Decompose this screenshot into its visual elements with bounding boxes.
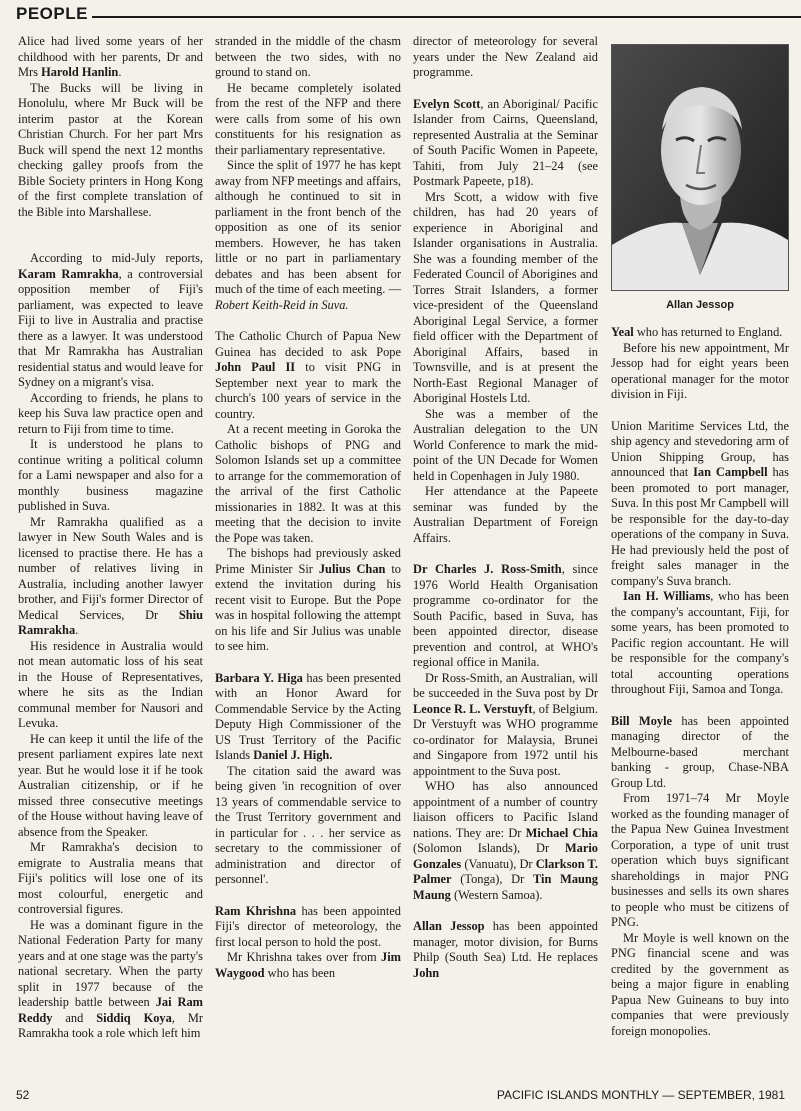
paragraph: He became completely isolated from the rest of the NFP and there were calls from some of his own constituents for his resignation as their parliamentary representative. — [215, 80, 401, 157]
paragraph: According to friends, he plans to keep his Suva law practice open and return to Fiji from time to time. — [18, 390, 203, 436]
paragraph: WHO has also announced appointment of a number of country liaison officers to Pacific Island nations. They are: Dr Michael Chia (Solomon Islands), Dr Mario Gonzales (Vanuatu), Dr Clarkson T. Palmer (Tonga), Dr Tin Maung Maung (Western Samoa). — [413, 779, 598, 902]
paragraph: The Bucks will be living in Honolulu, where Mr Buck will be interim pastor at the Korean Christian Church. For her part Mrs Buck will spend the next 12 months checking galley proofs from the Bible Society printers in Hong Kong of the first complete translation of the Bible into Marshallese. — [18, 80, 203, 219]
portrait-photo — [611, 44, 789, 291]
paragraph: Allan Jessop has been appointed manager, motor division, for Burns Philp (South Sea) Ltd. He replaces John — [413, 919, 599, 980]
paragraph: Evelyn Scott, an Aboriginal/ Pacific Islander from Cairns, Queensland, represented Australia at the Seminar of South Pacific Women in Papeete, Tahiti, from July 21–24 (see Postmark Papeete, p18). — [413, 96, 598, 188]
paragraph: Mr Moyle is well known on the PNG financial scene and was credited by the government as being a major figure in enabling Papua New Guineans to buy into companies that were previously foreign monopolies. — [611, 930, 789, 1038]
paragraph: Ram Khrishna has been appointed Fiji's director of meteorology, the first local person to hold the post. — [215, 903, 401, 949]
paragraph: Alice had lived some years of her childhood with her parents, Dr and Mrs Harold Hanlin. — [18, 34, 203, 79]
paragraph: Union Maritime Services Ltd, the ship agency and stevedoring arm of Union Shipping Group, has announced that Ian Campbell has been promoted to port manager, Suva. In this post Mr Campbell will be responsible for the day-to-day operations of the company in Suva. He had previously held the post of freight sales manager in the company's Suva branch. — [611, 418, 789, 588]
paragraph: Her attendance at the Papeete seminar was funded by the Australian Department of Foreign Affairs. — [413, 484, 598, 545]
paragraph: The citation said the award was being given 'in recognition of over 13 years of commendable service to the Trust Territory government and in particular for . . . her service as secretary to the commissioner of administration and director of personnel'. — [215, 763, 401, 886]
paragraph: At a recent meeting in Goroka the Catholic bishops of PNG and Solomon Islands set up a committee to arrange for the commemoration of the arrival of the first Catholic missionaries in 1882. It was at this meeting that the decision to invite the Pope was taken. — [215, 422, 401, 545]
paragraph: Mrs Scott, a widow with five children, has had 20 years of experience in Aboriginal and Islander organisations in Australia. She was a founding member of the Federated Council of Aborigines and Torres Strait Islanders, a former vice-president of the Queensland Aboriginal Legal Service, a former field officer with the Department of Aboriginal Affairs, based in Townsville, and is at present the North-East Regional Manager of Aboriginal Hostels Ltd. — [413, 189, 598, 405]
paragraph: According to mid-July reports, Karam Ramrakha, a controversial opposition member of Fiji's parliament, was expected to leave Fiji to live in Australia and practise there as a lawyer. It was understood that Mr Ramrakha has Australian residential status and would leave for Sydney on a migrant's visa. — [18, 251, 203, 389]
paragraph: Dr Charles J. Ross-Smith, since 1976 World Health Organisation programme co-ordinator for the South Pacific, based in Suva, has been appointed director, disease prevention and control, at WHO's regional office in Manila. — [413, 562, 599, 669]
paragraph: Dr Ross-Smith, an Australian, will be succeeded in the Suva post by Dr Leonce R. L. Verstuyft, of Belgium. Dr Verstuyft was WHO programme co-ordinator for Malaysia, Brunei and Singapore from 1972 until his appointment to the Suva post. — [413, 670, 598, 778]
column-3 — [413, 34, 598, 981]
magazine-issue: PACIFIC ISLANDS MONTHLY — SEPTEMBER, 1981 — [496, 1088, 785, 1102]
paragraph: He can keep it until the life of the present parliament expires late next year. But he would lose it if he took Australian citizenship, or if he missed three consecutive meetings of the House without having leave of absence from the Speaker. — [18, 731, 203, 839]
header-rule — [16, 16, 801, 18]
paragraph: From 1971–74 Mr Moyle worked as the founding manager of the Papua New Guinea Investment Corporation, a type of unit trust operation which buys significant shareholdings in major PNG businesses and sells its own shares to people who must be citizens of PNG. — [611, 791, 789, 929]
page-footer — [16, 1088, 785, 1104]
paragraph: Barbara Y. Higa has been presented with an Honor Award for Commendable Service by the Acting Deputy High Commissioner of the US Trust Territory of the Pacific Islands Daniel J. High. — [215, 670, 401, 762]
paragraph: Since the split of 1977 he has kept away from NFP meetings and affairs, although he continued to sit in parliament in the front bench of the opposition as one of its senior members. However, he has taken little or no part in parliamentary debates and has been absent for much of the time of each meeting. — Robert Keith-Reid in Suva. — [215, 158, 401, 312]
paragraph: director of meteorology for several years under the New Zealand aid programme. — [413, 34, 598, 79]
paragraph: Before his new appointment, Mr Jessop had for eight years been operational manager for the motor division in Fiji. — [611, 340, 789, 401]
paragraph: His residence in Australia would not mean automatic loss of his seat in the House of Representatives, where he sits as the Indian communal member for Nausori and Levuka. — [18, 638, 203, 730]
column-1 — [18, 34, 203, 1042]
paragraph: He was a dominant figure in the National Federation Party for many years and at one stage was the party's national secretary. When the party split in 1977 because of the leadership battle between Jai Ram Reddy and Siddiq Koya, Mr Ramrakha took a role which left him — [18, 917, 203, 1040]
paragraph: Yeal who has returned to England. — [611, 325, 783, 339]
section-title: PEOPLE — [16, 4, 92, 24]
paragraph: Ian H. Williams, who has been the company's accountant, Fiji, for some years, has been promoted to Pacific region accountant. He will be responsible for the company's total accounting operations throughout Fiji, Samoa and Tonga. — [611, 589, 789, 696]
paragraph: She was a member of the Australian delegation to the UN World Conference to mark the mid-point of the UN Decade for Women held in Copenhagen in July 1980. — [413, 406, 598, 483]
paragraph: The bishops had previously asked Prime Minister Sir Julius Chan to extend the invitation during his recent visit to Europe. But the Pope was in hospital following the attempt on his life and Sir Julius was unable to see him. — [215, 546, 401, 653]
paragraph: Mr Ramrakha's decision to emigrate to Australia means that Fiji's politics will lose one of its most colourful, energetic and controversial figures. — [18, 840, 203, 916]
section-header — [16, 4, 801, 26]
paragraph: The Catholic Church of Papua New Guinea has decided to ask Pope John Paul II to visit PNG in September next year to mark the church's 100 years of service in the country. — [215, 329, 401, 421]
column-2 — [215, 34, 401, 981]
portrait-illustration — [612, 45, 788, 290]
paragraph: Mr Ramrakha qualified as a lawyer in New South Wales and is licensed to practise there. He has a number of relatives living in Australia, including another lawyer brother, and Fiji's former Director of Medical Services, Dr Shiu Ramrakha. — [18, 514, 203, 637]
paragraph: Mr Khrishna takes over from Jim Waygood who has been — [215, 950, 401, 980]
paragraph: stranded in the middle of the chasm between the two sides, with no ground to stand on. — [215, 34, 401, 79]
paragraph: Bill Moyle has been appointed managing director of the Melbourne-based merchant banking - group, Chase-NBA Group Ltd. — [611, 713, 790, 790]
photo-caption: Allan Jessop — [666, 299, 734, 311]
page-number: 52 — [16, 1088, 30, 1102]
column-4 — [611, 325, 789, 1039]
paragraph: It is understood he plans to continue writing a political column for a Lami newspaper and also for a monthly business magazine published in Suva. — [18, 437, 203, 513]
